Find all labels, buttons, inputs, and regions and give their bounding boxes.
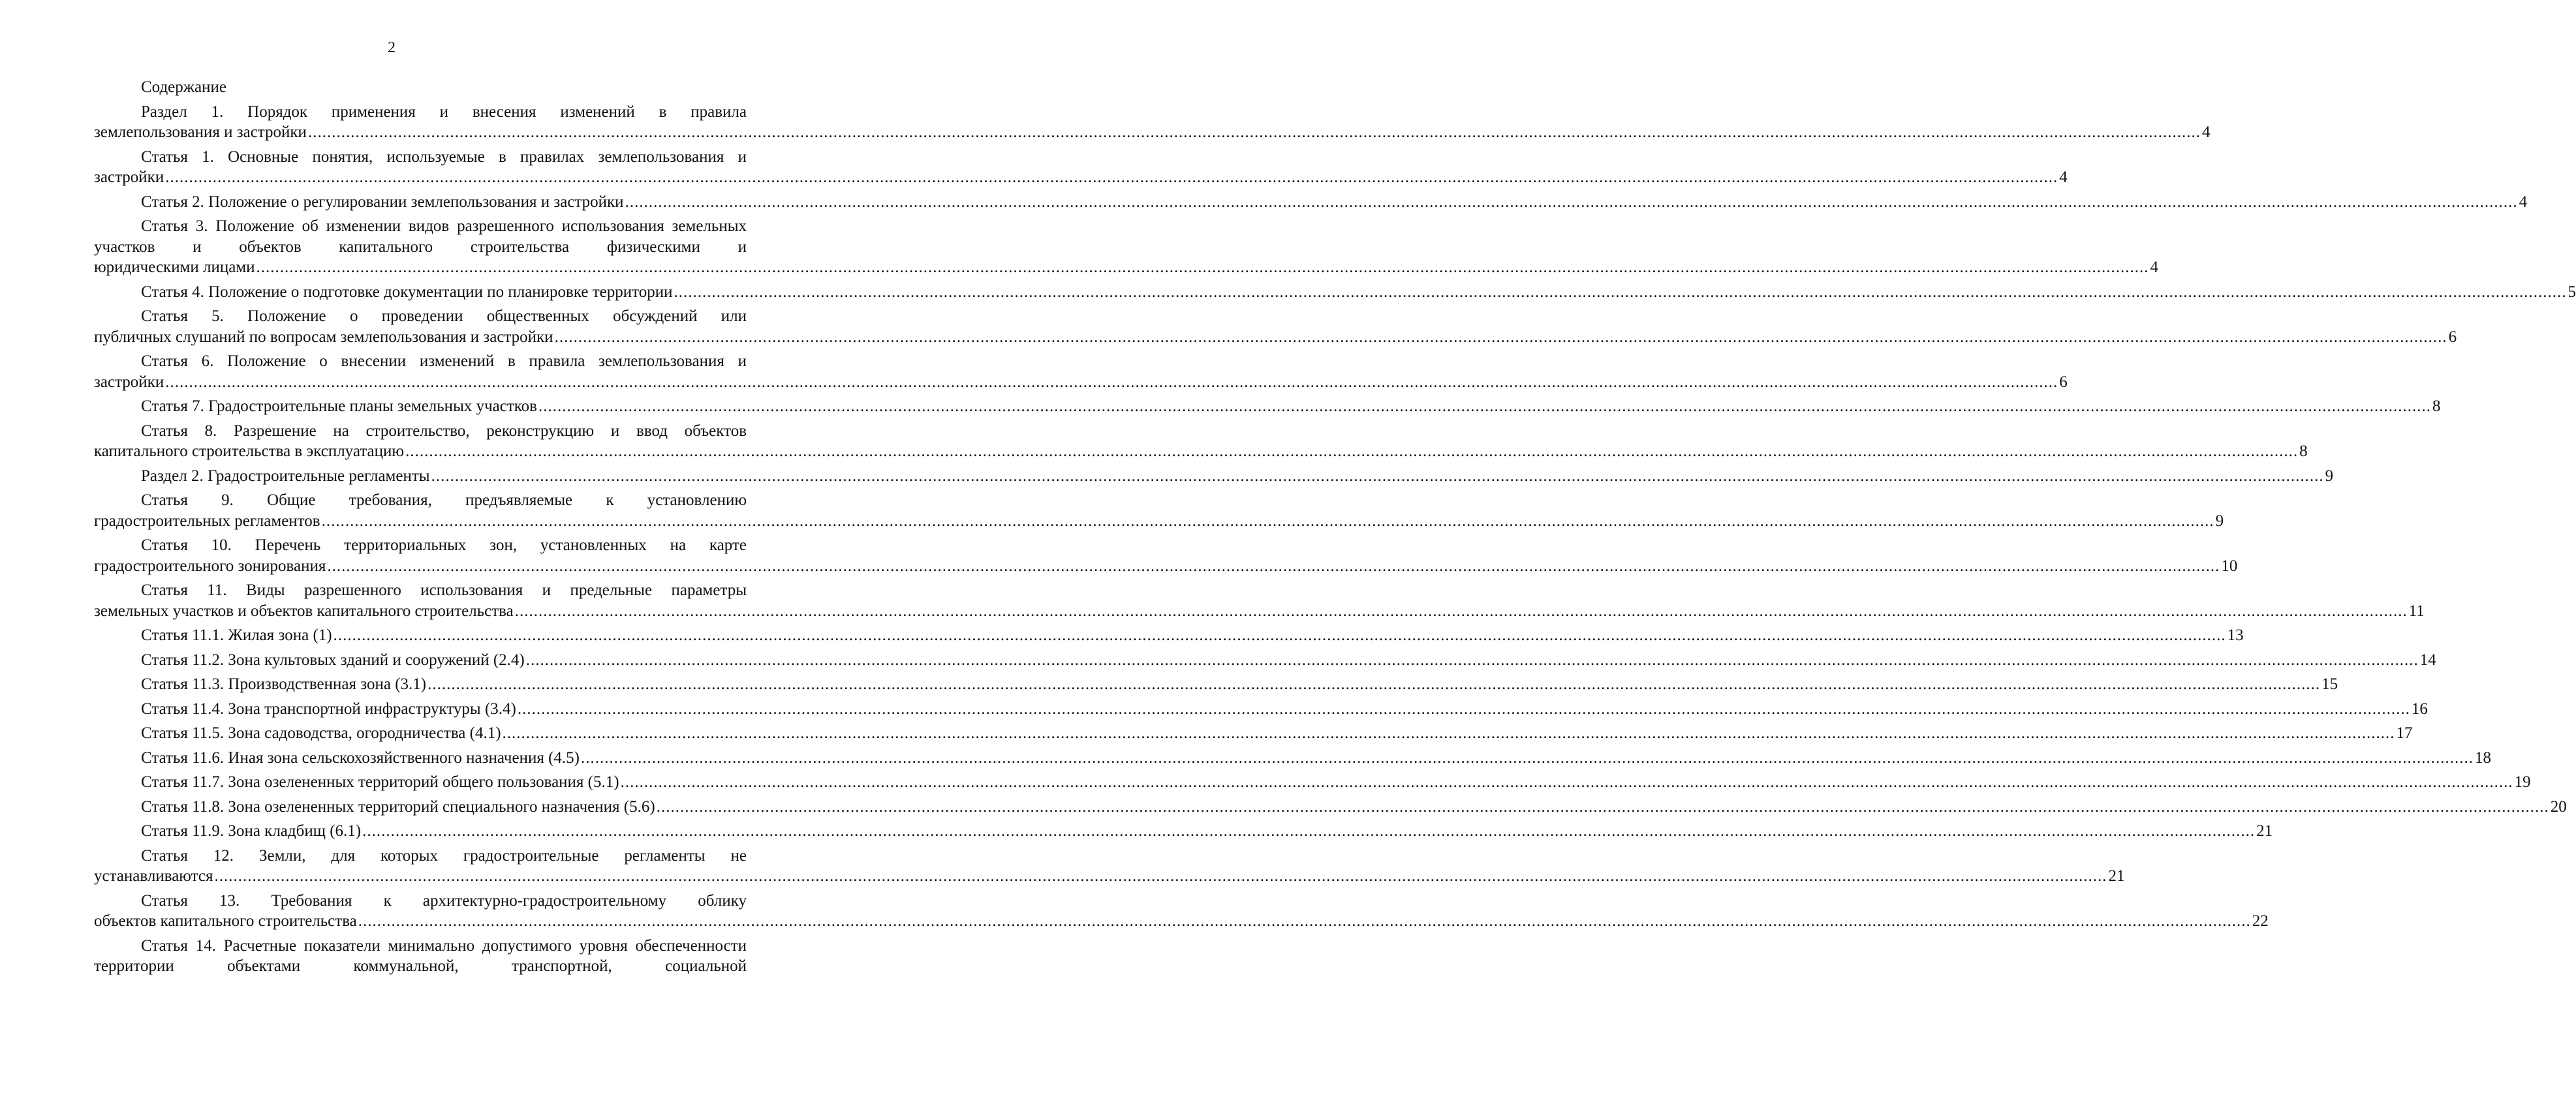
toc-entry-final-line (94, 748, 2491, 769)
toc-entry-title: Статья 11.7. Зона озелененных территорий общего пользования (5.1) (141, 773, 619, 791)
toc-entry-final-line (94, 327, 2457, 348)
dot-leader: ................................................................................................................................................................................................................................................................................................................................................................................................................ (674, 283, 2567, 301)
toc-entry (94, 580, 2425, 621)
toc-list (94, 102, 2576, 977)
toc-page-number: 5 (2568, 283, 2576, 301)
toc-entry-text: Статья 6. Положение о внесении изменений в правила землепользования и (141, 352, 747, 370)
dot-leader: ................................................................................................................................................................................................................................................................................................................................................................................................................ (307, 123, 2201, 141)
toc-entry-title: Статья 11.2. Зона культовых зданий и сооружений (2.4) (141, 651, 525, 669)
dot-leader: ................................................................................................................................................................................................................................................................................................................................................................................................................ (514, 602, 2408, 620)
toc-entry-title: юридическими лицами (94, 258, 255, 276)
toc-entry-title: градостроительного зонирования (94, 557, 326, 575)
dot-leader: ................................................................................................................................................................................................................................................................................................................................................................................................................ (358, 912, 2251, 930)
toc-entry-final-line (94, 511, 2224, 532)
toc-entry-title: Статья 4. Положение о подготовке документации по планировке территории (141, 283, 673, 301)
toc-page-number: 4 (2201, 123, 2211, 141)
toc-entry-title: Статья 11.1. Жилая зона (1) (141, 626, 332, 644)
toc-entry (94, 351, 2068, 392)
toc-entry-title: застройки (94, 168, 164, 186)
toc-entry-text: Статья 5. Положение о проведении общественных обсуждений или (141, 307, 747, 325)
toc-entry (94, 748, 2491, 769)
toc-entry-final-line (94, 650, 2436, 671)
toc-entry-title: землепользования и застройки (94, 123, 307, 141)
toc-entry-title: Статья 7. Градостроительные планы земельных участков (141, 397, 537, 415)
toc-page-number: 13 (2227, 626, 2244, 644)
toc-entry-final-line (94, 257, 2159, 278)
toc-entry (94, 891, 2269, 932)
toc-entry-title: Статья 11.9. Зона кладбищ (6.1) (141, 822, 362, 840)
toc-page-number: 4 (2059, 168, 2068, 186)
toc-entry (94, 723, 2413, 744)
toc-page-number: 11 (2408, 602, 2425, 620)
toc-entry (94, 466, 2334, 487)
toc-page-number: 19 (2514, 773, 2531, 791)
toc-entry (94, 216, 2159, 278)
dot-leader: ................................................................................................................................................................................................................................................................................................................................................................................................................ (517, 700, 2410, 718)
toc-entry-title: объектов капитального строительства (94, 912, 357, 930)
dot-leader: ................................................................................................................................................................................................................................................................................................................................................................................................................ (431, 467, 2324, 485)
toc-entry (94, 846, 2125, 887)
toc-page-number: 8 (2432, 397, 2441, 415)
toc-entry-final-line (94, 772, 2531, 793)
toc-entry-final-line (94, 372, 2068, 393)
toc-entry-text: Статья 11. Виды разрешенного использования и предельные параметры (141, 581, 747, 599)
dot-leader: ................................................................................................................................................................................................................................................................................................................................................................................................................ (165, 168, 2058, 186)
dot-leader: ................................................................................................................................................................................................................................................................................................................................................................................................................ (581, 748, 2474, 767)
toc-entry (94, 535, 2238, 576)
toc-entry-final-line (94, 282, 2576, 303)
toc-entry (94, 102, 2211, 143)
toc-entry-text: Статья 3. Положение об изменении видов разрешенного использования земельных участков и объектов капитального строительства физическими и (94, 217, 747, 256)
toc-page-number: 9 (2325, 467, 2334, 485)
toc-entry-final-line (94, 674, 2338, 695)
toc-entry (94, 699, 2428, 720)
toc-page-number: 4 (2150, 258, 2159, 276)
dot-leader: ................................................................................................................................................................................................................................................................................................................................................................................................................ (165, 373, 2058, 391)
toc-page-number: 21 (2108, 867, 2125, 885)
toc-entry-final-line (94, 625, 2244, 646)
toc-page-number: 9 (2215, 512, 2224, 530)
toc-entry (94, 282, 2576, 303)
toc-page-number: 18 (2475, 748, 2491, 767)
toc-page-number: 8 (2299, 442, 2308, 460)
toc-entry-title: Статья 2. Положение о регулировании землепользования и застройки (141, 192, 624, 211)
toc-entry-final-line (94, 556, 2238, 577)
toc-entry-title: капитального строительства в эксплуатацию (94, 442, 405, 460)
toc-entry-text: Статья 10. Перечень территориальных зон, установленных на карте (141, 536, 747, 554)
toc-entry-text: Статья 8. Разрешение на строительство, реконструкцию и ввод объектов (141, 422, 747, 440)
toc-entry-final-line (94, 821, 2273, 842)
toc-entry-final-line (94, 699, 2428, 720)
toc-entry-title: публичных слушаний по вопросам землепользования и застройки (94, 328, 553, 346)
toc-page-number: 6 (2059, 373, 2068, 391)
dot-leader: ................................................................................................................................................................................................................................................................................................................................................................................................................ (625, 192, 2518, 211)
toc-page-number: 14 (2419, 651, 2436, 669)
dot-leader: ................................................................................................................................................................................................................................................................................................................................................................................................................ (620, 773, 2513, 791)
toc-entry-title: земельных участков и объектов капитального строительства (94, 602, 514, 620)
table-of-contents (94, 77, 2576, 981)
dot-leader: ................................................................................................................................................................................................................................................................................................................................................................................................................ (256, 258, 2149, 276)
toc-entry-final-line (94, 601, 2425, 622)
toc-entry-title: Статья 11.6. Иная зона сельскохозяйственного назначения (4.5) (141, 748, 580, 767)
toc-page-number: 17 (2396, 724, 2413, 742)
toc-entry (94, 821, 2273, 842)
page-number: 2 (388, 39, 396, 56)
toc-entry (94, 147, 2068, 188)
toc-entry (94, 674, 2338, 695)
toc-entry-final-line (94, 911, 2269, 932)
dot-leader: ................................................................................................................................................................................................................................................................................................................................................................................................................ (333, 626, 2226, 644)
dot-leader: ................................................................................................................................................................................................................................................................................................................................................................................................................ (538, 397, 2431, 415)
toc-entry-title: Раздел 2. Градостроительные регламенты (141, 467, 430, 485)
dot-leader: ................................................................................................................................................................................................................................................................................................................................................................................................................ (405, 442, 2299, 460)
toc-entry-final-line (94, 441, 2308, 462)
toc-page-number: 21 (2256, 822, 2273, 840)
dot-leader: ................................................................................................................................................................................................................................................................................................................................................................................................................ (427, 675, 2321, 693)
toc-entry (94, 650, 2436, 671)
toc-entry-title: Статья 11.5. Зона садоводства, огородничества (4.1) (141, 724, 501, 742)
dot-leader: ................................................................................................................................................................................................................................................................................................................................................................................................................ (656, 797, 2549, 816)
toc-page-number: 6 (2448, 328, 2457, 346)
toc-entry-final-line (94, 723, 2413, 744)
toc-entry-title: Статья 11.8. Зона озелененных территорий специального назначения (5.6) (141, 797, 655, 816)
toc-entry (94, 421, 2308, 462)
toc-entry-final-line (94, 466, 2334, 487)
toc-page-number: 20 (2550, 797, 2567, 816)
toc-entry (94, 396, 2441, 417)
toc-entry-text: Статья 12. Земли, для которых градостроительные регламенты не (141, 846, 747, 865)
toc-page-number: 10 (2221, 557, 2238, 575)
toc-entry-title: застройки (94, 373, 164, 391)
toc-entry (94, 192, 2528, 213)
toc-entry (94, 772, 2531, 793)
dot-leader: ................................................................................................................................................................................................................................................................................................................................................................................................................ (321, 512, 2214, 530)
toc-page-number: 15 (2321, 675, 2338, 693)
toc-entry-final-line (94, 192, 2528, 213)
toc-entry-title: устанавливаются (94, 867, 213, 885)
toc-entry-final-line (94, 122, 2211, 143)
dot-leader: ................................................................................................................................................................................................................................................................................................................................................................................................................ (327, 557, 2220, 575)
dot-leader: ................................................................................................................................................................................................................................................................................................................................................................................................................ (502, 724, 2395, 742)
toc-entry-final-line (94, 396, 2441, 417)
dot-leader: ................................................................................................................................................................................................................................................................................................................................................................................................................ (554, 328, 2447, 346)
toc-page-number: 4 (2519, 192, 2528, 211)
toc-entry-text: Статья 13. Требования к архитектурно-градостроительному облику (141, 891, 747, 910)
dot-leader: ................................................................................................................................................................................................................................................................................................................................................................................................................ (214, 867, 2107, 885)
toc-entry-text: Статья 9. Общие требования, предъявляемые к установлению (141, 491, 747, 509)
toc-entry-title: Статья 11.3. Производственная зона (3.1) (141, 675, 427, 693)
toc-entry-text: Статья 14. Расчетные показатели минимально допустимого уровня обеспеченности территории объектами коммунальной, транспортной, социальной (94, 936, 747, 975)
toc-entry-title: градостроительных регламентов (94, 512, 320, 530)
dot-leader: ................................................................................................................................................................................................................................................................................................................................................................................................................ (525, 651, 2419, 669)
dot-leader: ................................................................................................................................................................................................................................................................................................................................................................................................................ (362, 822, 2256, 840)
toc-entry (94, 306, 2457, 347)
toc-page-number: 16 (2411, 700, 2428, 718)
toc-entry-text: Раздел 1. Порядок применения и внесения изменений в правила (141, 102, 747, 121)
toc-entry-text: Статья 1. Основные понятия, используемые в правилах землепользования и (141, 147, 747, 166)
toc-page-number: 22 (2252, 912, 2269, 930)
toc-entry-title: Статья 11.4. Зона транспортной инфраструктуры (3.4) (141, 700, 516, 718)
toc-entry (94, 490, 2224, 531)
toc-entry-final-line (94, 866, 2125, 887)
toc-entry (94, 625, 2244, 646)
toc-entry (94, 936, 747, 977)
toc-entry-final-line (94, 797, 2567, 818)
toc-entry (94, 797, 2567, 818)
toc-entry-final-line (94, 167, 2068, 188)
toc-heading: Содержание (141, 78, 226, 96)
